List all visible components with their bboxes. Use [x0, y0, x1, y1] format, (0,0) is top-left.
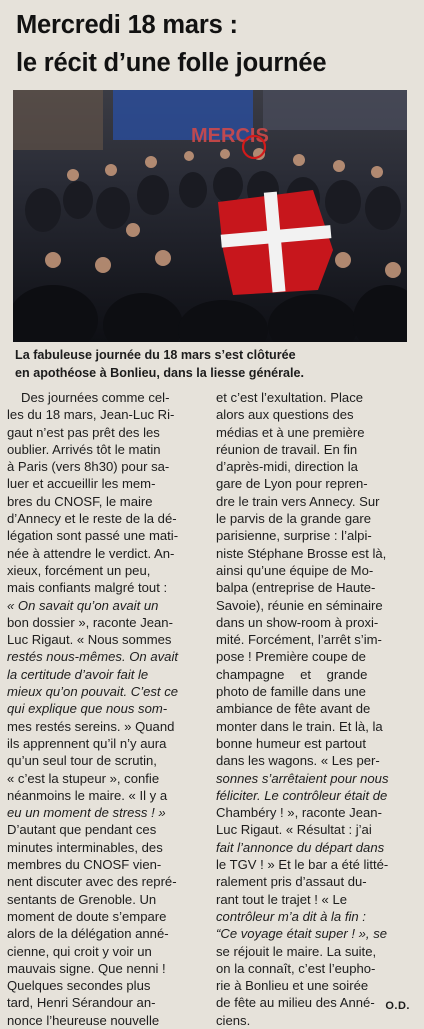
- text-line: bon dossier », raconte Jean-: [7, 614, 173, 630]
- text-line: féliciter. Le contrôleur était de: [216, 787, 388, 803]
- text-line: Luc Rigaut. « Résultat : j’ai: [216, 822, 372, 838]
- crowd-photo-illustration: [13, 90, 407, 342]
- text-line: Chambéry ! », raconte Jean-: [216, 805, 382, 821]
- text-line: d’Annecy et le reste de la dé-: [7, 511, 177, 527]
- photo-caption: [15, 346, 411, 382]
- text-line: de fête au milieu des Anné-: [216, 995, 375, 1011]
- text-line: la certitude d’avoir fait le: [7, 666, 149, 682]
- text-line: mais confiants malgré tout :: [7, 580, 168, 596]
- article-column-right: [216, 389, 414, 1029]
- text-line: mieux qu’on pouvait. C’est ce: [7, 684, 179, 700]
- text-line: cienne, qui croit y voir un: [7, 943, 152, 959]
- text-line: gare de Lyon pour repren-: [216, 476, 368, 492]
- caption-line: en apothéose à Bonlieu, dans la liesse générale.: [15, 366, 305, 380]
- text-line: les du 18 mars, Jean-Luc Ri-: [7, 407, 175, 423]
- text-line: Quelques secondes plus: [7, 978, 151, 994]
- text-line: monter dans le train. Et là, la: [216, 718, 383, 734]
- text-line: Luc Rigaut. « Nous sommes: [7, 632, 172, 648]
- headline: [16, 6, 416, 82]
- text-line: balpa (entreprise de Haute-: [216, 580, 376, 596]
- text-line: nonce l’heureuse nouvelle: [7, 1012, 160, 1028]
- text-line: qui explique que nous som-: [7, 701, 168, 717]
- text-line: sonnes s’arrêtaient pour nous: [216, 770, 389, 786]
- headline-line-2: le récit d’une folle journée: [16, 49, 327, 77]
- text-line: moment de doute s’empare: [7, 908, 167, 924]
- text-line: gaut n’est pas prêt des les: [7, 424, 160, 440]
- article-photo: [13, 90, 407, 342]
- text-line: ciens.: [216, 1012, 251, 1028]
- text-line: légation sont passé une mati-: [7, 528, 179, 544]
- text-line: champagne et grande: [216, 666, 368, 682]
- article-column-left: [7, 389, 205, 1029]
- text-line: néanmoins le maire. « Il y a: [7, 787, 168, 803]
- text-line: Des journées comme cel-: [21, 390, 170, 405]
- text-line: ainsi qu’une équipe de Mo-: [216, 562, 374, 578]
- text-line: bonne humeur est partout: [216, 735, 366, 751]
- text-line: oublier. Arrivés tôt le matin: [7, 441, 161, 457]
- text-line: pose ! Première coupe de: [216, 649, 366, 665]
- text-line: Savoie), réunie en séminaire: [216, 597, 383, 613]
- text-line: dans un show-room à proxi-: [216, 614, 379, 630]
- text-line: nent discuter avec des repré-: [7, 874, 177, 890]
- text-line: mauvais signe. Que nenni !: [7, 960, 166, 976]
- text-line: alors aux questions des: [216, 407, 354, 423]
- text-line: ils apprennent qu’il n’y aura: [7, 735, 167, 751]
- text-line: le TGV ! » Et le bar a été litté-: [216, 857, 389, 873]
- text-line: sentants de Grenoble. Un: [7, 891, 157, 907]
- text-line: parisienne, surprise : l’alpi-: [216, 528, 372, 544]
- text-line: réunion de travail. En fin: [216, 441, 358, 457]
- text-line: à Paris (vers 8h30) pour sa-: [7, 459, 170, 475]
- text-line: bres du CNOSF, le maire: [7, 493, 153, 509]
- text-line: tard, Henri Sérandour an-: [7, 995, 156, 1011]
- text-line: eu un moment de stress ! »: [7, 805, 166, 821]
- text-line: d’après-midi, direction la: [216, 459, 358, 475]
- text-line: alors de la délégation anné-: [7, 926, 169, 942]
- text-line: « On savait qu’on avait un: [7, 597, 159, 613]
- text-line: mes restés sereins. » Quand: [7, 718, 175, 734]
- text-line: ambiance de fête avant de: [216, 701, 371, 717]
- text-line: photo de famille dans une: [216, 684, 366, 700]
- text-line: niste Stéphane Brosse est là,: [216, 545, 387, 561]
- text-line: D’autant que pendant ces: [7, 822, 157, 838]
- text-line: fait l’annonce du départ dans: [216, 839, 385, 855]
- author-signature: O.D.: [385, 1000, 410, 1012]
- headline-line-1: Mercredi 18 mars :: [16, 11, 238, 39]
- text-line: rant tout le trajet ! « Le: [216, 891, 348, 907]
- text-line: se réjouit le maire. La suite,: [216, 943, 377, 959]
- text-line: née à attendre le verdict. An-: [7, 545, 175, 561]
- text-line: “Ce voyage était super ! », se: [216, 926, 388, 942]
- text-line: dans les wagons. « Les per-: [216, 753, 380, 769]
- text-line: rie à Bonlieu et une soirée: [216, 978, 369, 994]
- text-line: et c’est l’exultation. Place: [216, 390, 364, 405]
- caption-line: La fabuleuse journée du 18 mars s’est clôturée: [15, 348, 296, 362]
- text-line: ralement pris d’assaut du-: [216, 874, 367, 890]
- text-line: minutes interminables, des: [7, 839, 163, 855]
- text-line: le parvis de la grande gare: [216, 511, 372, 527]
- text-line: contrôleur m’a dit à la fin :: [216, 908, 366, 924]
- text-line: « c’est la stupeur », confie: [7, 770, 160, 786]
- text-line: médias et à une première: [216, 424, 365, 440]
- text-line: dre le train vers Annecy. Sur: [216, 493, 380, 509]
- text-line: restés nous-mêmes. On avait: [7, 649, 179, 665]
- text-line: on la connaît, c’est l’eupho-: [216, 960, 376, 976]
- banner-text: MERCIS: [191, 125, 269, 147]
- text-line: xieux, forcément un peu,: [7, 562, 151, 578]
- text-line: qu’un seul tour de scrutin,: [7, 753, 157, 769]
- text-line: luer et accueillir les mem-: [7, 476, 156, 492]
- text-line: membres du CNOSF vien-: [7, 857, 162, 873]
- text-line: mité. Forcément, l’arrêt s’im-: [216, 632, 382, 648]
